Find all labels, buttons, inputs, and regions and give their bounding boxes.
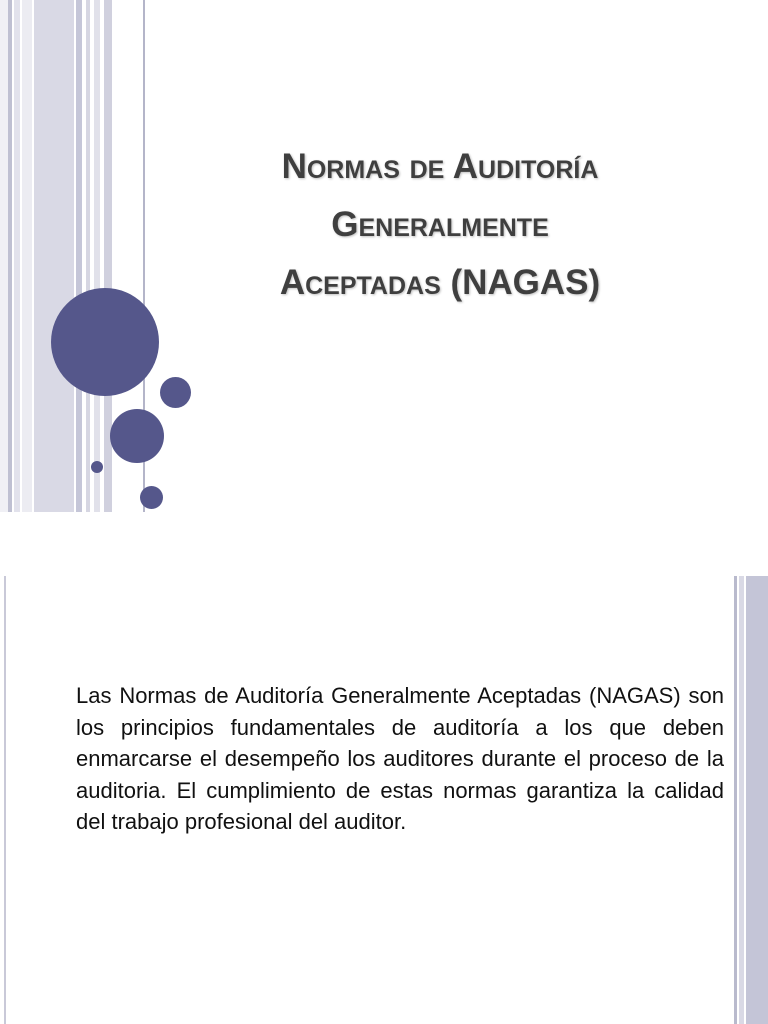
slide-title [160, 138, 720, 312]
content-slide [0, 576, 768, 1024]
decor-stripe [76, 0, 82, 512]
decor-stripe [734, 576, 737, 1024]
decor-stripe [0, 0, 8, 512]
slide-title-line-3: Aceptadas (NAGAS) [279, 263, 601, 302]
decor-stripe [4, 576, 6, 1024]
decor-stripe [86, 0, 90, 512]
decor-stripe [94, 0, 100, 512]
decor-stripe [22, 0, 32, 512]
decor-circle [91, 461, 103, 473]
slide-title-line-2: Generalmente [331, 205, 549, 244]
slide-title-line-1: Normas de Auditoría [281, 147, 599, 186]
decor-stripe [8, 0, 12, 512]
body-paragraph: Las Normas de Auditoría Generalmente Aceptadas (NAGAS) son los principios fundamentales de auditoría a los que deben enmarcarse el desempeño los auditores durante el proceso de la auditoria. El cumplimiento de estas normas garantiza la calidad del trabajo profesional del auditor. [76, 683, 724, 834]
decor-stripe [746, 576, 768, 1024]
decor-circle-large [51, 288, 159, 396]
decor-circle [110, 409, 164, 463]
decor-stripe [14, 0, 20, 512]
decor-stripe [34, 0, 74, 512]
decor-stripe [739, 576, 744, 1024]
decor-circle [140, 486, 163, 509]
decor-circle [160, 377, 191, 408]
